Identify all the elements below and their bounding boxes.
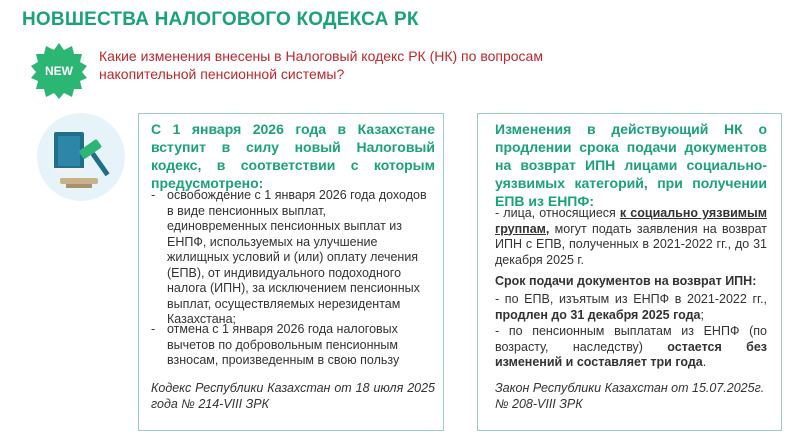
pension-payments-item	[495, 324, 767, 371]
p2-suffix: ;	[700, 307, 704, 322]
list-item-pension-exemption: освобождение с 1 января 2026 года доходов в виде пенсионных выплат, единовременных пенсионных выплат из ЕНПФ, используемых на улучшение жилищных условий и (или) оплату лечения (ЕПВ), от индивидуального подоходного налога (ИПН), за исключением пенсионных выплат, осуществляемых нерезидентам Казахстана;	[167, 188, 427, 326]
right-panel-heading: Изменения в действующий НК о продлении срока подачи документов на возврат ИПН лицами социально-уязвимых категорий, при получении ЕПВ из ЕНПФ:	[495, 121, 767, 209]
deadline-subheading: Срок подачи документов на возврат ИПН:	[495, 274, 757, 288]
new-badge-label: NEW	[45, 64, 73, 78]
p1-prefix: - лица, относящиеся	[495, 206, 620, 220]
left-panel-source: Кодекс Республики Казахстан от 18 июля 2025 года № 214-VIII ЗРК	[151, 381, 435, 411]
p3-suffix: .	[702, 355, 707, 369]
vulnerable-groups-paragraph	[495, 206, 767, 268]
right-panel-source: Закон Республики Казахстан от 15.07.2025г. № 208-VIII ЗРК	[495, 381, 765, 411]
p1-suffix: могут подать заявления на возврат ИПН с ЕПВ, полученных в 2021-2022 гг., до 31 декабря 2025 г.	[495, 221, 767, 267]
list-item-deduction-cancellation: отмена с 1 января 2026 года налоговых вычетов по добровольным пенсионным взносам, произведенным в свою пользу	[167, 322, 400, 367]
p2-emphasis: продлен до 31 декабря 2025 года	[495, 307, 701, 322]
law-book-gavel-icon	[36, 112, 126, 202]
deadline-extension-panel	[477, 113, 782, 431]
page-title: НОВШЕСТВА НАЛОГОВОГО КОДЕКСА РК	[22, 9, 419, 30]
new-tax-code-panel	[138, 113, 444, 431]
dash-marker: -	[151, 188, 156, 202]
question-text: Какие изменения внесены в Налоговый кодекс РК (НК) по вопросам накопительной пенсионной системы?	[99, 48, 543, 82]
left-panel-heading: С 1 января 2026 года в Казахстане вступит в силу новый Налоговый кодекс, в соответствии с которым предусмотрено:	[151, 121, 435, 191]
p3-emphasis: остается без изменений и составляет три года	[495, 339, 767, 369]
p3-prefix: - по пенсионным выплатам из ЕНПФ (по возрасту, наследству)	[495, 324, 767, 354]
epv-extension-item	[495, 292, 767, 323]
p2-prefix: - по ЕПВ, изъятым из ЕНПФ в 2021-2022 гг.,	[495, 292, 767, 306]
vulnerable-groups-emphasis: к социально уязвимым группам,	[495, 206, 767, 236]
dash-marker: -	[151, 322, 156, 336]
